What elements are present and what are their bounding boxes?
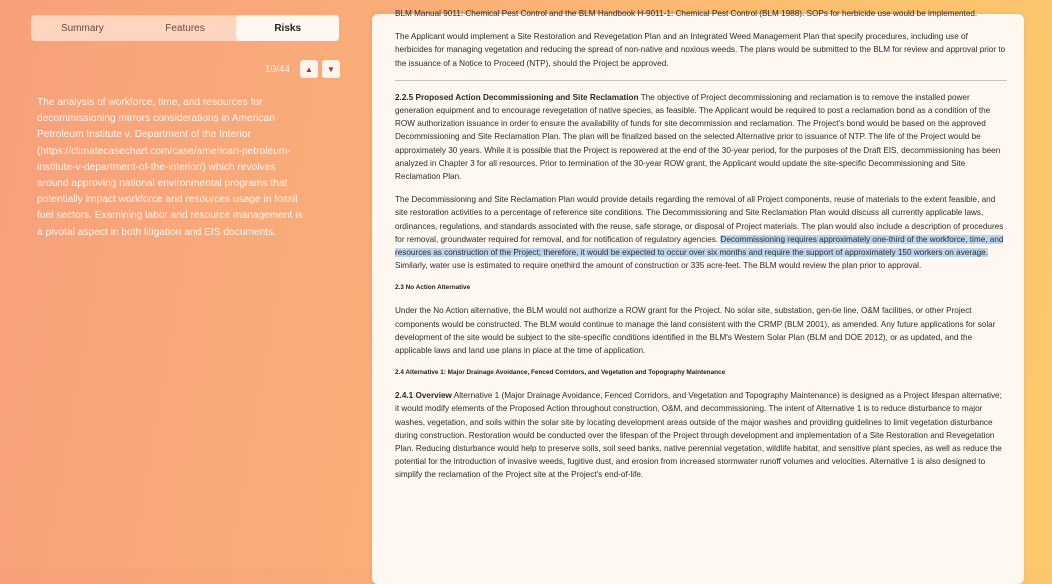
doc-paragraph: Under the No Action alternative, the BLM would not authorize a ROW grant for the Project. No solar site, substation, gen-tie line, O&M facilities, or other Project components would be constructed. The BLM would continue to manage the land consistent with the CRMP (BLM 2001), as amended. Any future applications for solar development of the site would be subject to the site-specific conditions identified in the BLM's Western Solar Plan (BLM and DOE 2012), or as updated, and the applicable laws and land use plans in place at the time of application. [395,306,996,356]
doc-paragraph [395,389,1007,481]
section-title: 2.2.5 Proposed Action Decommissioning and Site Reclamation [395,92,639,102]
chevron-up-icon: ▲ [305,64,313,74]
tab-summary[interactable]: Summary [60,22,104,34]
doc-paragraph: BLM Manual 9011: Chemical Pest Control and the BLM Handbook H-9011-1: Chemical Pest Control (BLM 1988). SOPs for herbicide use would be implemented. [395,9,978,18]
tab-features[interactable]: Features [165,22,205,34]
chevron-down-icon: ▼ [327,64,335,74]
previous-button[interactable] [300,60,318,78]
document-viewer[interactable] [372,9,1024,584]
section-heading: 2.4 Alternative 1: Major Drainage Avoidance, Fenced Corridors, and Vegetation and Topography Maintenance [395,369,726,377]
paragraph-text: Similarly, water use is estimated to require onethird the amount of construction or 335 acre-feet. The BLM would review the plan prior to approval. [395,261,922,271]
doc-paragraph: The Applicant would implement a Site Restoration and Revegetation Plan and an Integrated Weed Management Plan that specify procedures, including use of herbicides for managing vegetation and reducing the spread of non-native and noxious weeds. The plans would be submitted to the BLM for review and approval prior to the issuance of a Notice to Proceed (NTP), should the Project be approved. [395,32,1006,68]
risk-analysis-text: The analysis of workforce, time, and resources for decommissioning mirrors considerations in American Petroleum Institute v. Department of the Interior (https://climatecasechart.com/case/american-petroleum- institute-v-department-of-the-interior/) which revolves around approving national environmental programs that potentially impact workforce and resources usage in fossil fuel sectors. Examining labor and resource management is a pivotal aspect in both litigation and EIS documents. [37,97,303,238]
paragraph-text: The Decommissioning and Site Reclamation Plan would provide details regarding the removal of all Project components, reuse of materials to the extent feasible, and site restoration activities to a percentage of reference site conditions. The Decommissioning and Site Reclamation Plan would discuss all currently applicable laws, ordinances, regulations, and standards associated with the reuse, safe storage, or disposal of Project materials. The plan would also include a description of procedures for removal, groundwater required for removal, and for notification of regulatory agencies. [395,195,1004,244]
tab-bar [31,15,339,41]
tab-risks[interactable]: Risks [236,15,339,41]
doc-paragraph [395,91,1007,183]
section-body: Alternative 1 (Major Drainage Avoidance, Fenced Corridors, and Vegetation and Topography Maintenance) is designed as a Project lifespan alternative; it would modify elements of the Proposed Action throughout construction, O&M, and decommissioning. The intent of Alternative 1 is to reduce disturbance to major washes, vegetation, and soils within the solar site by locating development areas outside of the major washes and providing guidelines to limit vegetation disturbance during construction. Restoration would be conducted over the lifespan of the Project through development and implementation of a Site Restoration and Revegetation Plan. Reducing disturbance would help to preserve soils, soil seed banks, native perennial vegetation, wildlife habitat, and sensitive plant species, as well as reduce the potential for the introduction of invasive weeds, fugitive dust, and erosion from increased stormwater runoff volumes and velocities. Alternative 1 is also designed to simplify the reclamation of the Project site at the Project's end-of-life. [395,391,1002,480]
doc-paragraph [395,193,1007,272]
pagination [240,59,340,79]
section-title: 2.4.1 Overview [395,391,452,401]
item-counter: 10/44 [264,63,290,75]
next-button[interactable] [322,60,340,78]
highlighted-text: Decommissioning requires approximately one-third of the workforce, time, and resources as construction of the Project; therefore, it would be expected to occur over six months and require the support of approximately 150 workers on average. [395,234,1004,258]
section-body: The objective of Project decommissioning and reclamation is to remove the installed power generation equipment and to encourage revegetation of native species, as feasible. The Applicant would be required to post a reclamation bond as a condition of the ROW authorization issuance in order to ensure the availability of funds for site decommission and reclamation. The Project's bond would be based on the approved Decommissioning and Site Reclamation Plan. The plan will be finalized based on the selected Alternative prior to issuance of NTP. The life of the Project would be approximately 30 years. While it is possible that the Project is repowered at the end of the 30-year period, for the purposes of the Draft EIS, decommissioning has been analyzed in Chapter 3 for all resources. Prior to termination of the 30-year ROW grant, the Applicant would update the site-specific Decommissioning and Site Reclamation Plan. [395,92,1001,182]
section-heading: 2.3 No Action Alternative [395,284,471,292]
divider [395,80,1007,81]
